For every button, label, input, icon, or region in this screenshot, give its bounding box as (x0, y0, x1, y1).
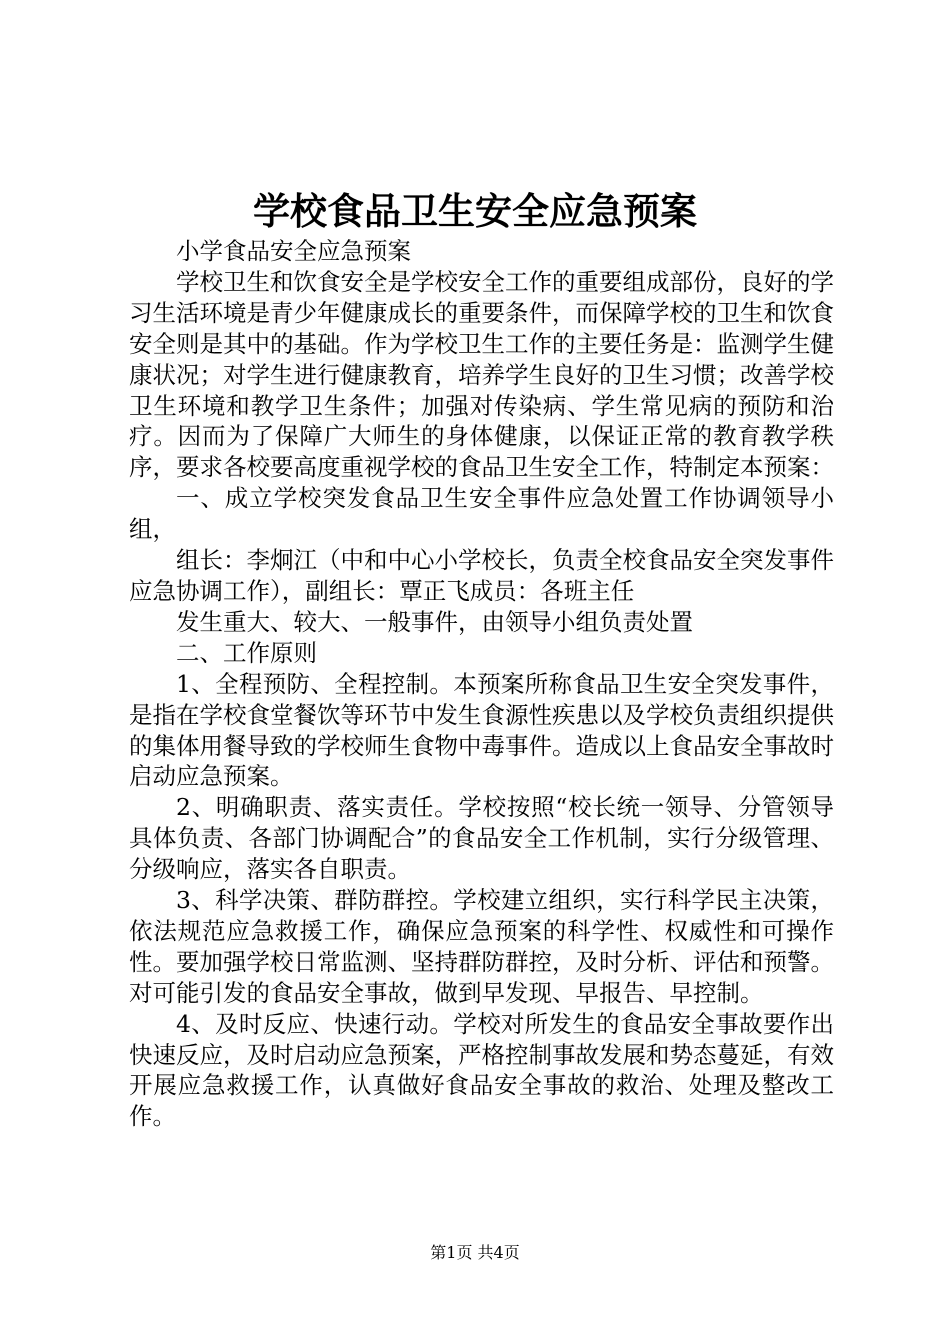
page-footer: 第1页 共4页 (430, 1243, 520, 1262)
paragraph-section-one: 一、成立学校突发食品卫生安全事件应急处置工作协调领导小组， (129, 484, 834, 544)
paragraph-section-two: 二、工作原则 (176, 638, 317, 667)
paragraph-team-members: 组长：李炯江（中和中心小学校长，负责全校食品安全突发事件应急协调工作），副组长：覃正飞成员：各班主任 (129, 546, 834, 605)
paragraph-principle-2: 2、明确职责、落实责任。学校按照“校长统一领导、分管领导具体负责、各部门协调配合”的食品安全工作机制，实行分级管理、分级响应，落实各自职责。 (129, 793, 834, 884)
paragraph-principle-3: 3、科学决策、群防群控。学校建立组织，实行科学民主决策，依法规范应急救援工作，确保应急预案的科学性、权威性和可操作性。要加强学校日常监测、坚持群防群控，及时分析、评估和预警。对可能引发的食品安全事故，做到早发现、早报告、早控制。 (129, 886, 834, 1007)
document-title: 学校食品卫生安全应急预案 (253, 189, 697, 233)
paragraph-principle-4: 4、及时反应、快速行动。学校对所发生的食品安全事故要作出快速反应，及时启动应急预案，严格控制事故发展和势态蔓延，有效开展应急救援工作，认真做好食品安全事故的救治、处理及整改工作。 (129, 1009, 834, 1131)
paragraph-principle-1: 1、全程预防、全程控制。本预案所称食品卫生安全突发事件，是指在学校食堂餐饮等环节中发生食源性疾患以及学校负责组织提供的集体用餐导致的学校师生食物中毒事件。造成以上食品安全事故时启动应急预案。 (129, 669, 834, 791)
paragraph-subtitle: 小学食品安全应急预案 (176, 237, 411, 265)
paragraph-intro: 学校卫生和饮食安全是学校安全工作的重要组成部份，良好的学习生活环境是青少年健康成长的重要条件，而保障学校的卫生和饮食安全则是其中的基础。作为学校卫生工作的主要任务是：监测学生健康状况；对学生进行健康教育，培养学生良好的卫生习惯；改善学校卫生环境和教学卫生条件；加强对传染病、学生常见病的预防和治疗。因而为了保障广大师生的身体健康，以保证正常的教育教学秩序，要求各校要高度重视学校的食品卫生安全工作，特制定本预案： (129, 267, 834, 482)
paragraph-handling: 发生重大、较大、一般事件，由领导小组负责处置 (176, 607, 693, 636)
document-body (129, 236, 834, 1132)
